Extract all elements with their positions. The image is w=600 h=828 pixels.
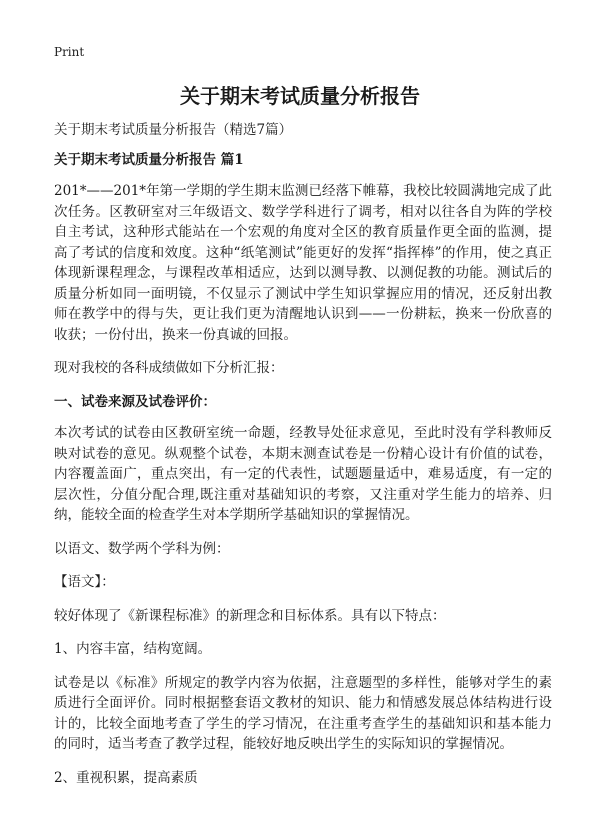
paragraph-exam-evaluation: 本次考试的试卷由区教研室统一命题，经教导处征求意见，至此时没有学科教师反映对试卷的意见。纵观整个试卷，本期末测查试卷是一份精心设计有价值的试卷，内容覆盖面广，重点突出，有一定的代表性，试题题量适中，难易适度，有一定的层次性，分值分配合理,既注重对基础知识的考察，又注重对学生能力的培养、归纳，能较全面的检查学生对本学期所学基础知识的掌握情况。 [54, 425, 552, 523]
section-title: 关于期末考试质量分析报告 篇1 [54, 152, 244, 168]
list-item-2: 2、重视积累，提高素质 [54, 769, 198, 786]
heading-chinese: 【语文】： [54, 574, 115, 590]
list-item-1: 1、内容丰富，结构宽阔。 [54, 641, 212, 657]
paragraph-report-lead: 现对我校的各科成绩做如下分析汇报： [54, 360, 284, 376]
paragraph-subject-examples: 以语文、数学两个学科为例： [54, 540, 230, 557]
paragraph-intro: 201*——201*年第一学期的学生期末监测已经落下帷幕，我校比较圆满地完成了此次任务。区教研室对三年级语文、数学学科进行了调考，相对以往各自为阵的学校自主考试，这种形式能站在一个宏观的角度对全区的教育质量作更全面的监测，提高了考试的信度和效度。这种“纸笔测试”能更好的发挥“指挥棒”的作用，使之真正体现新课程理念，与课程改革相适应，达到以测导教、以测促教的功能。测试后的质量分析如同一面明镜，不仅显示了测试中学生知识掌握应用的情况，还反射出教师在教学中的得与失，更让我们更为清醒地认识到——一份耕耘，换来一份欣喜的收获；一份付出，换来一份真诚的回报。 [54, 183, 552, 343]
document-title: 关于期末考试质量分析报告 [180, 84, 420, 108]
paragraph-chinese-summary: 较好体现了《新课程标准》的新理念和目标体系。具有以下特点： [54, 607, 446, 624]
heading-exam-source: 一、试卷来源及试卷评价： [54, 393, 216, 410]
paragraph-chinese-detail: 试卷是以《标准》所规定的教学内容为依据，注意题型的多样性，能够对学生的素质进行全面评价。同时根据整套语文教材的知识、能力和情感发展总体结构进行设计的，比较全面地考查了学生的学习情况，在注重考查学生的基础知识和基本能力的同时，适当考查了教学过程，能较好地反映出学生的实际知识的掌握情况。 [54, 674, 552, 752]
document-subtitle: 关于期末考试质量分析报告（精选7篇） [54, 122, 293, 138]
document-body [54, 120, 552, 788]
print-link[interactable]: Print [54, 45, 85, 59]
